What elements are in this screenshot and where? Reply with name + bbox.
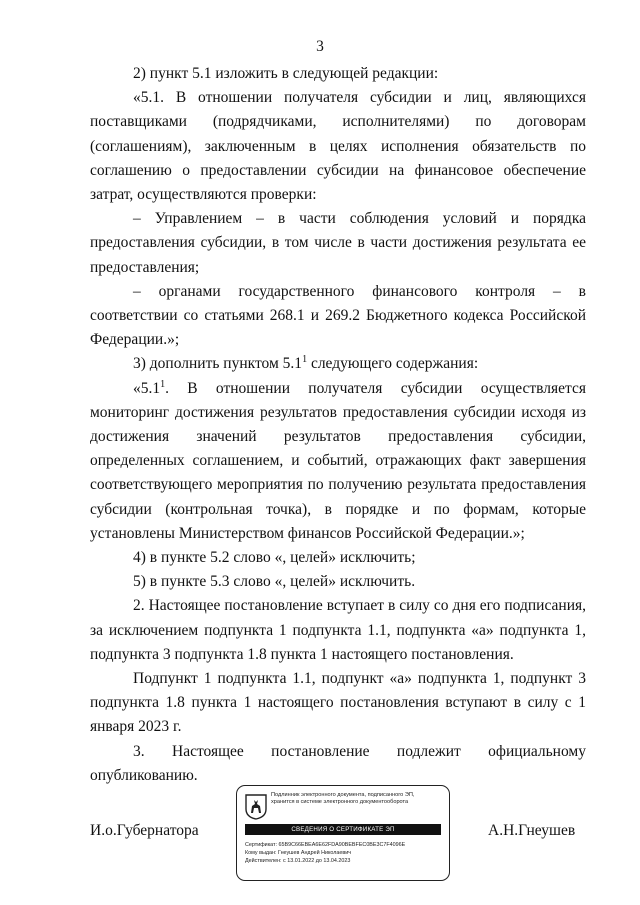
stamp-issued-to: Кому выдан: Гнеушев Андрей Николаевич [245,850,352,856]
paragraph-item-4: 4) в пункте 5.2 слово «, целей» исключить; [133,549,416,567]
p511-head: «5.1 [133,379,161,397]
stamp-title: СВЕДЕНИЯ О СЕРТИФИКАТЕ ЭП [245,824,441,835]
paragraph-subpoint-effective: Подпункт 1 подпункта 1.1, подпункт «а» подпункта 1, подпункт 3 подпункта 1.8 пункта 1 настоящего постановления вступают в силу с 1 января 2023 г. [90,670,586,736]
stamp-certificate: Сертификат: 65B9C66EBEA6E62FDA90BEBFEC0BE3C7F4096E [245,842,406,848]
stamp-header [271,792,443,806]
signatory-name: А.Н.Гнеушев [488,822,576,839]
stamp-header-line2: хранится в системе электронного документооборота [271,799,409,805]
paragraph-5-1-1 [90,377,586,546]
paragraph-management-check: – Управлением – в части соблюдения условий и порядка предоставления субсидии, в том числе в части достижения результата ее предоставления; [90,210,586,276]
item-3-superscript: 1 [302,354,308,366]
electronic-signature-stamp [236,785,450,881]
coat-of-arms-icon [245,794,267,820]
paragraph-item-2: 2) пункт 5.1 изложить в следующей редакции: [133,65,439,82]
stamp-validity: Действителен: с 13.01.2022 до 13.04.2023 [245,858,351,864]
paragraph-5-1: «5.1. В отношении получателя субсидии и лиц, являющихся поставщиками (подрядчиками, исполнителями) по договорам (соглашениям), заключенным в целях исполнения обязательств по соглашению о предоставлении субсидии на финансовое обеспечение затрат, осуществляются проверки: [90,89,586,204]
item-3-text: 3) дополнить пунктом 5.1 [133,355,303,373]
paragraph-financial-control: – органами государственного финансового контроля – в соответствии со статьями 268.1 и 269.2 Бюджетного кодекса Российской Федерации.»; [90,282,586,349]
signatory-position: И.о.Губернатора [90,822,199,839]
page-number: 3 [316,38,324,55]
paragraph-item-5: 5) в пункте 5.3 слово «, целей» исключить. [133,573,416,591]
item-3-tail: следующего содержания: [307,355,479,373]
paragraph-item-3 [90,352,586,376]
stamp-header-line1: Подлинник электронного документа, подписанного ЭП, [271,792,415,798]
p511-body: . В отношении получателя субсидии осуществляется мониторинг достижения результатов предоставления субсидии исходя из достижения значений результатов предоставления субсидии, определенных соглашением, и событий, отражающих факт завершения соответствующего мероприятия по получению результата предоставления субсидии (контрольная точка), в порядке и по формам, которые установлены Министерством финансов Российской Федерации.»; [90,379,586,542]
document-body [90,62,586,788]
p511-superscript: 1 [160,378,166,390]
paragraph-section-2: 2. Настоящее постановление вступает в силу со дня его подписания, за исключением подпункта 1 подпункта 1.1, подпункта «а» подпункта 1, подпункта 3 подпункта 1.8 пункта 1 настоящего постановления. [90,597,586,663]
paragraph-section-3: 3. Настоящее постановление подлежит официальному опубликованию. [90,742,586,784]
